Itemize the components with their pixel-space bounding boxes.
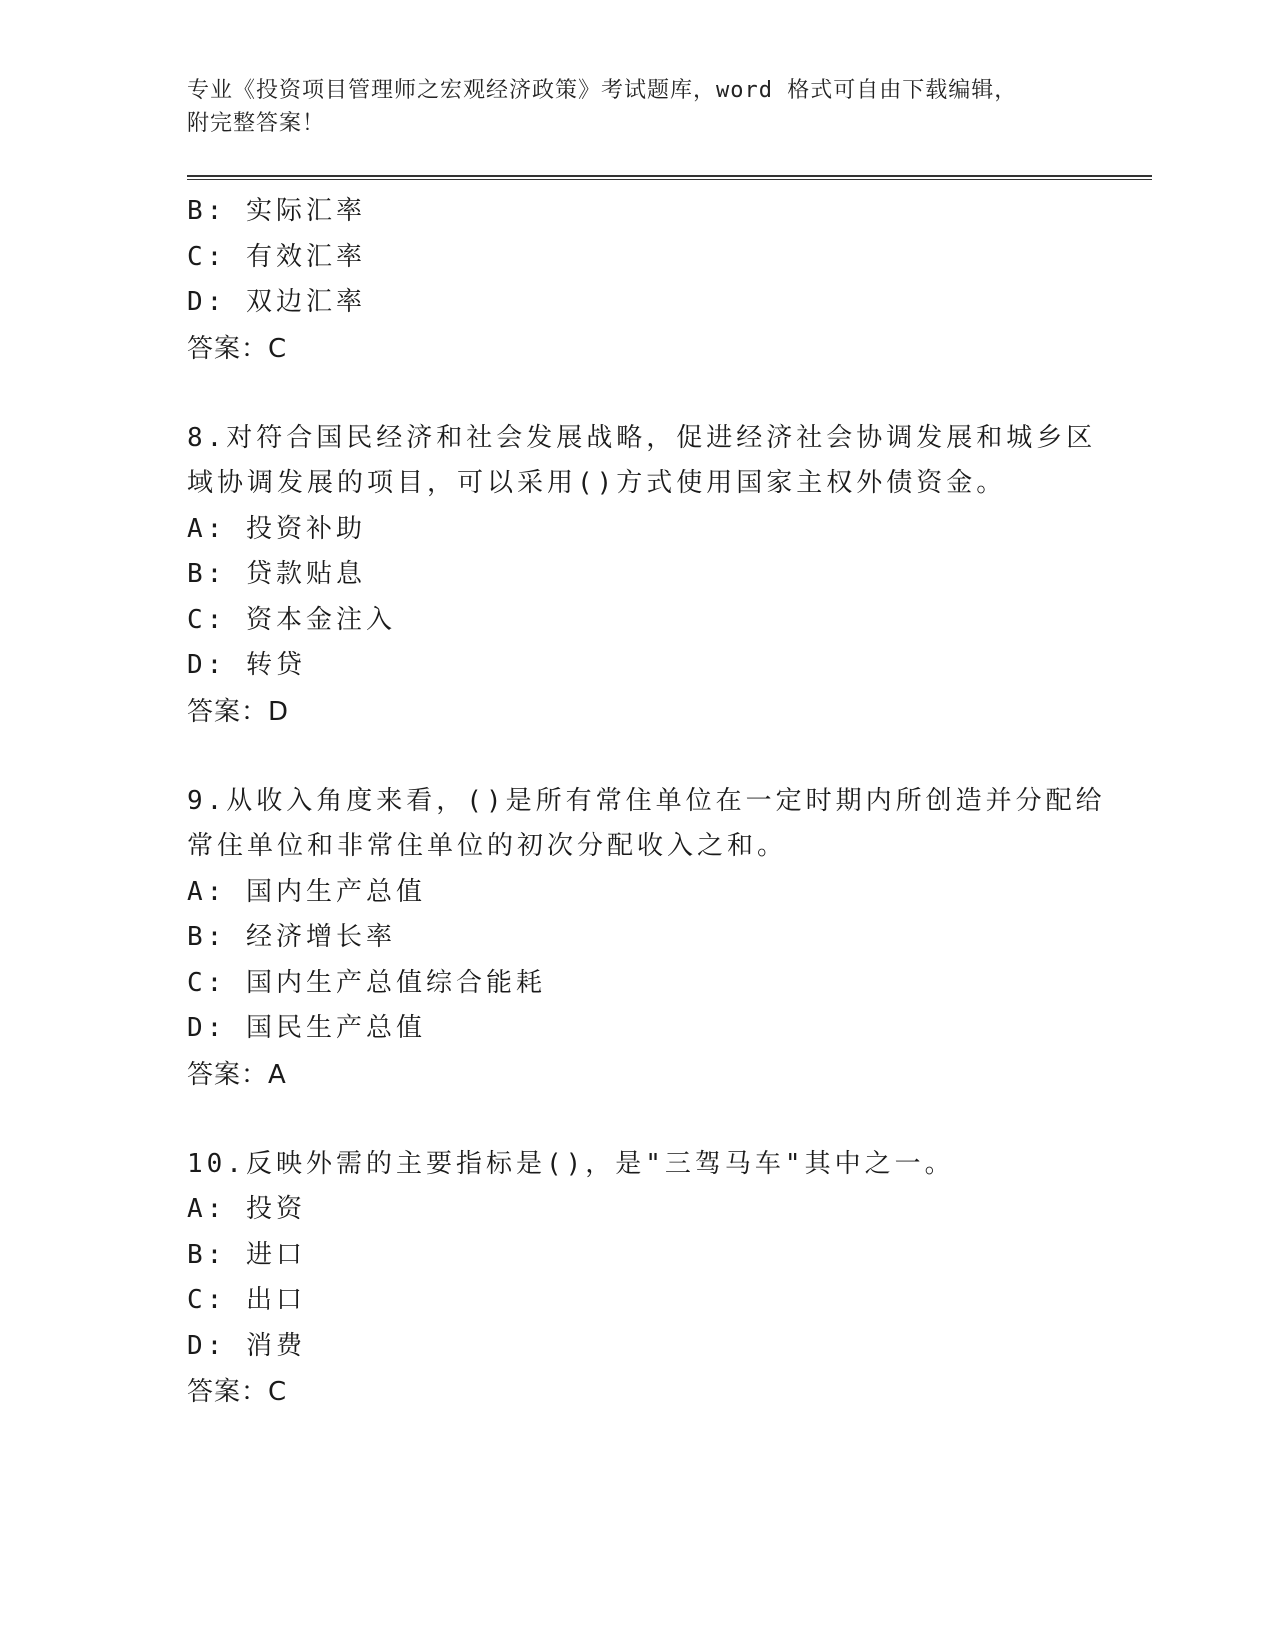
option-label: A: — [187, 876, 227, 907]
option-b — [187, 552, 1152, 598]
option-label: D: — [187, 650, 227, 680]
previous-question-tail — [187, 189, 1152, 372]
option-label: D: — [187, 1330, 227, 1361]
option-text: 有效汇率 — [245, 241, 366, 272]
question-8 — [187, 416, 1152, 735]
question-text-line-1: 8.对符合国民经济和社会发展战略，促进经济社会协调发展和城乡区 — [187, 422, 1097, 453]
answer-line: 答案：A — [187, 1059, 287, 1090]
option-text: 进口 — [245, 1239, 306, 1270]
option-label: C: — [187, 241, 227, 272]
question-text-line-2: 常住单位和非常住单位的初次分配收入之和。 — [187, 831, 788, 861]
option-text: 出口 — [245, 1285, 306, 1315]
option-label: A: — [187, 1194, 227, 1224]
option-c — [187, 235, 1152, 281]
question-10 — [187, 1142, 1152, 1416]
option-c — [187, 1278, 1152, 1324]
option-label: B: — [187, 922, 227, 952]
option-text: 资本金注入 — [245, 604, 396, 635]
option-label: B: — [187, 196, 227, 226]
answer-line: 答案：C — [187, 1377, 288, 1407]
option-text: 经济增长率 — [245, 922, 396, 952]
option-text: 投资 — [245, 1194, 306, 1224]
option-a — [187, 1187, 1152, 1233]
option-c — [187, 598, 1152, 644]
option-label: C: — [187, 1285, 227, 1315]
option-label: B: — [187, 1239, 227, 1270]
option-d — [187, 1324, 1152, 1370]
option-label: D: — [187, 1013, 227, 1043]
option-text: 投资补助 — [245, 513, 366, 544]
document-header — [187, 74, 1152, 140]
option-d — [187, 643, 1152, 689]
option-text: 实际汇率 — [245, 196, 366, 226]
header-line-2: 附完整答案！ — [187, 111, 326, 136]
option-b — [187, 189, 1152, 235]
option-a — [187, 507, 1152, 553]
answer-line: 答案：D — [187, 696, 290, 727]
header-line-1: 专业《投资项目管理师之宏观经济政策》考试题库，word 格式可自由下载编辑， — [187, 78, 1018, 103]
option-a — [187, 870, 1152, 916]
question-text-line-2: 域协调发展的项目，可以采用()方式使用国家主权外债资金。 — [187, 468, 1007, 498]
option-label: A: — [187, 513, 227, 544]
option-d — [187, 1006, 1152, 1052]
answer-line: 答案：C — [187, 333, 288, 364]
option-label: D: — [187, 287, 227, 317]
option-text: 双边汇率 — [245, 287, 366, 317]
question-text-line-1: 9.从收入角度来看，()是所有常住单位在一定时期内所创造并分配给 — [187, 785, 1106, 816]
option-label: C: — [187, 604, 227, 635]
option-c — [187, 961, 1152, 1007]
option-d — [187, 280, 1152, 326]
option-text: 贷款贴息 — [245, 559, 366, 589]
option-text: 转贷 — [245, 650, 306, 680]
question-9 — [187, 779, 1152, 1098]
option-label: B: — [187, 559, 227, 589]
option-label: C: — [187, 967, 227, 998]
header-divider — [187, 175, 1152, 180]
question-list — [187, 189, 1152, 1415]
option-b — [187, 915, 1152, 961]
option-text: 国民生产总值 — [245, 1013, 426, 1043]
question-text-line-1: 10.反映外需的主要指标是()，是"三驾马车"其中之一。 — [187, 1148, 955, 1179]
option-b — [187, 1233, 1152, 1279]
option-text: 消费 — [245, 1330, 306, 1361]
option-text: 国内生产总值综合能耗 — [245, 967, 546, 998]
option-text: 国内生产总值 — [245, 876, 426, 907]
